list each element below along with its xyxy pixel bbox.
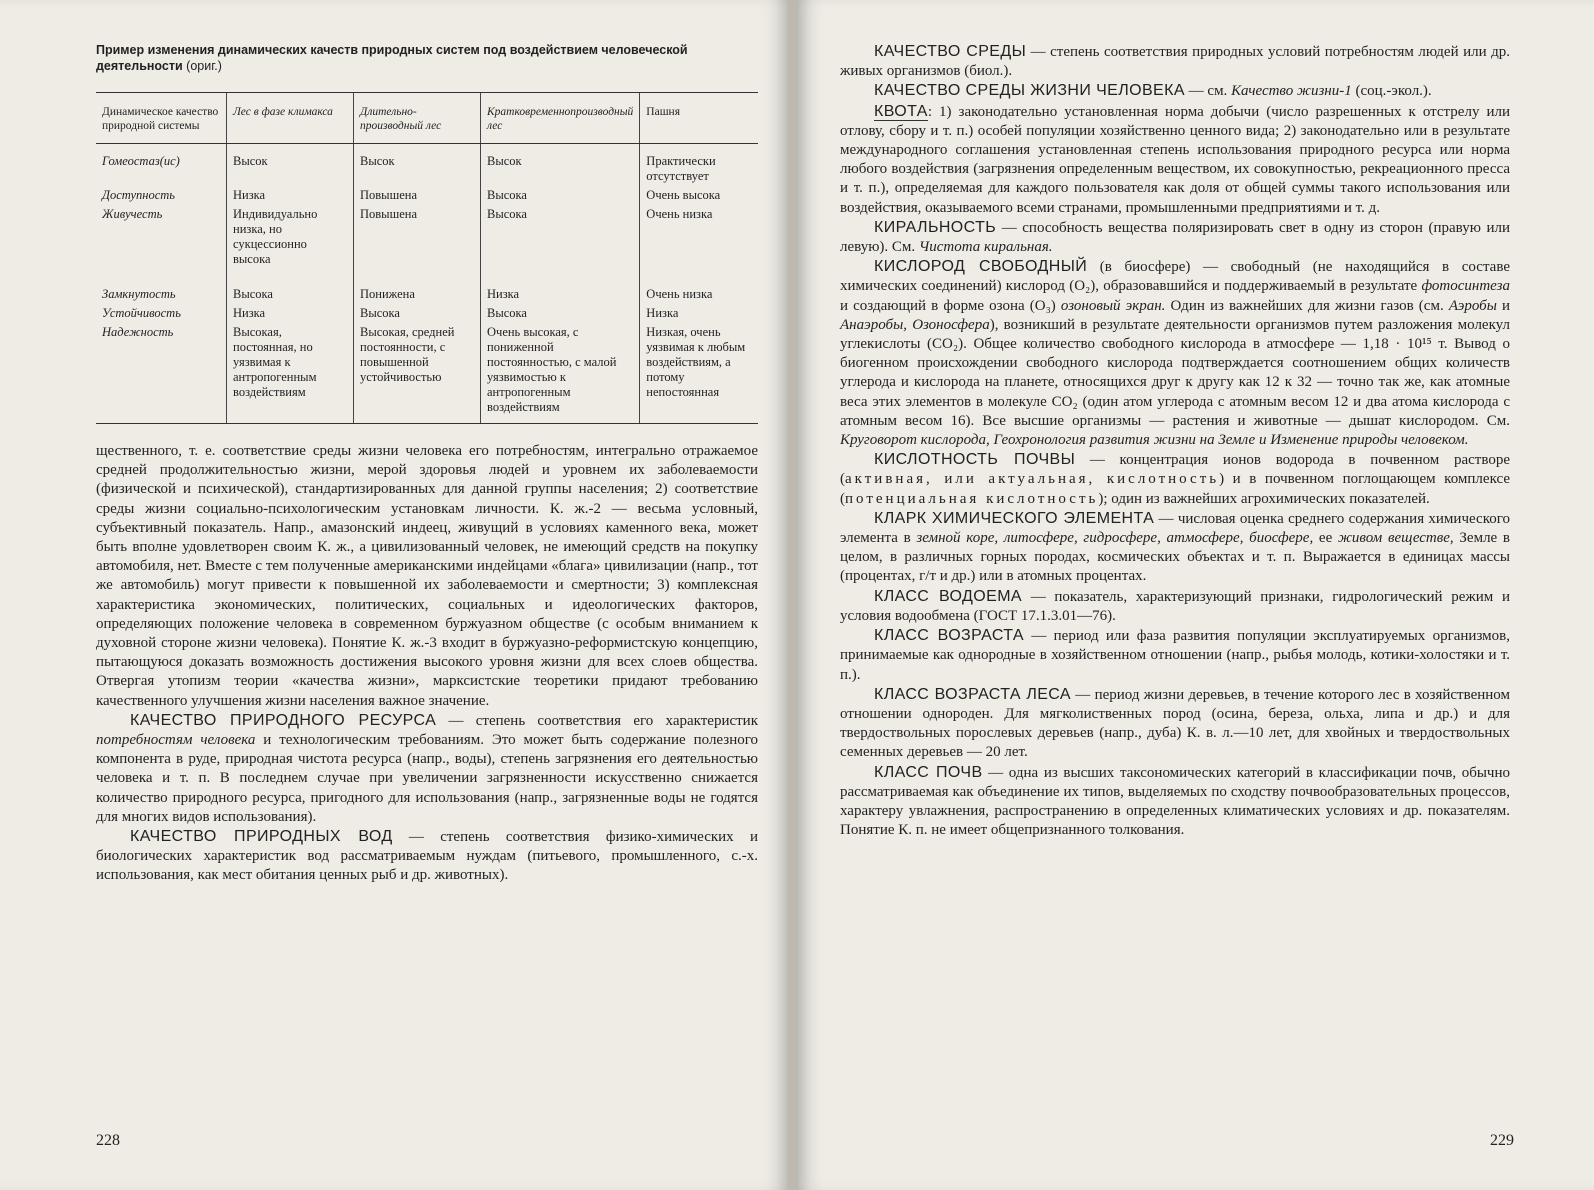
entry-text: ); один из важнейших агрохимических показателей.: [1098, 490, 1430, 507]
dynamics-table: [96, 92, 758, 424]
table-cell: Очень высока: [640, 186, 758, 205]
entry-chirality: [840, 218, 1510, 257]
cross-reference: Чистота киральная.: [918, 239, 1053, 256]
page-number: 229: [1490, 1132, 1514, 1149]
table-cell: Очень низка: [640, 269, 758, 304]
entry-environment-quality: [840, 42, 1510, 81]
table-cell: Высок: [227, 144, 354, 187]
entry-text: ), возникший в результате деятельности организмов путем разложения молекул углекислоты (CO₂). Общее количество свободного кислорода в атмосфере — 1,18 · 10¹⁵ т. Вывод о биогенном происхождении свободного кислорода подтверждается соотношением общих количеств углерода и кислорода на планете, относящихся друг к другу как 12 к 32 — точно так же, как атомные веса этих элементов в молекуле CO₂ (один атом углерода с атомным весом 12 и два атома кислорода с атомным весом 16). Все высшие организмы — растения и животные — дышат кислородом. См.: [840, 316, 1510, 429]
table-caption-title: Пример изменения динамических качеств природных систем под воздействием человеческой деятельности: [96, 43, 688, 73]
table-cell: Замкнутость: [102, 287, 176, 301]
entry-forest-age-class: [840, 685, 1510, 763]
page-number: 228: [96, 1132, 120, 1149]
table-row: [96, 205, 758, 269]
entry-text: ) и в почвенном поглощающем комплексе (: [840, 471, 1510, 507]
table-cell: Высока: [227, 269, 354, 304]
table-row: [96, 186, 758, 205]
entry-natural-water-quality: [96, 827, 758, 886]
table-cell: Очень высокая, с пониженной постоянностью, с малой уязвимостью к антропогенным воздействиям: [481, 323, 640, 424]
entry-text: — период или фаза развития популяции эксплуатируемых организмов, принимаемые как однородные в хозяйственном отношении (напр., рыбья молодь, котики-холостяки и т. п.).: [840, 628, 1510, 683]
table-header: Лес в фазе климакса: [227, 93, 354, 144]
entry-text: — степень соответствия природных условий потребностям людей или др. живых организмов (биол.).: [840, 44, 1510, 80]
table-cell: Устойчивость: [102, 306, 181, 320]
entry-soil-acidity: [840, 450, 1510, 509]
entry-term: КАЧЕСТВО ПРИРОДНЫХ ВОД: [130, 828, 393, 846]
cross-reference: Качество жизни-1: [1231, 83, 1352, 100]
cross-reference: потребностям человека: [96, 732, 256, 749]
table-cell: Понижена: [354, 269, 481, 304]
table-cell: Индивидуально низка, но сукцессионно высока: [227, 205, 354, 269]
entry-natural-resource-quality: [96, 711, 758, 827]
spaced-term: потенциальная кислотность: [845, 490, 1099, 507]
table-caption: [96, 42, 758, 74]
entry-text: — степень соответствия физико-химических и биологических характеристик вод рассматриваемым нуждам (питьевого, промышленного, с.-х. использования, как мест обитания ценных рыб и др. животных).: [96, 829, 758, 884]
table-cell: Надежность: [96, 323, 227, 424]
table-cell: Гомеостаз(ис): [102, 154, 180, 168]
table-cell: Повышена: [354, 186, 481, 205]
entry-clarke: [840, 509, 1510, 587]
entry-text: и: [1496, 297, 1511, 314]
table-cell: Практически отсутствует: [640, 144, 758, 187]
table-cell: Низкая, очень уязвимая к любым воздействиям, а потому непостоянная: [640, 323, 758, 424]
entry-term: КЛАСС ВОДОЕМА: [874, 587, 1023, 605]
entry-text: (соц.-экол.).: [1351, 83, 1432, 100]
entry-text: и создающий в форме озона (O₃): [840, 297, 1061, 314]
table-cell: Высока: [354, 304, 481, 323]
entry-text: : 1) законодательно установленная норма добычи (число разрешенных к отстрелу или отлову, сбору и т. п.) особей популяции хозяйственно ценного вида; 2) законодательно или в результате международного соглашения установленная степень использования природного ресурса или норма любого воздействия (загрязнения определенным веществом, их совокупностью, рекреационного пресса и т. п.), определяемая для каждого пользователя как доля от общей суммы такого использования или воздействия, оказываемого всеми странами, промышленными предприятиями и т. д.: [840, 103, 1510, 216]
table-cell: Высока: [481, 186, 640, 205]
entry-text: — показатель, характеризующий признаки, гидрологический режим и условия водообмена (ГОСТ 17.1.3.01—76).: [840, 588, 1510, 624]
table-cell: Живучесть: [102, 207, 163, 221]
entry-term: КИРАЛЬНОСТЬ: [874, 218, 997, 236]
cross-reference: Аэробы: [1448, 297, 1497, 314]
entry-term: КАЧЕСТВО СРЕДЫ ЖИЗНИ ЧЕЛОВЕКА: [874, 82, 1185, 100]
entry-term: КЛАСС ПОЧВ: [874, 763, 983, 781]
table-header: Кратковременнопроизводный лес: [481, 93, 640, 144]
cross-reference: Круговорот кислорода, Геохронология развития жизни на Земле и Изменение природы человеком.: [840, 432, 1469, 449]
entry-text: — период жизни деревьев, в течение которого лес в хозяйственном отношении однороден. Для мягколиственных пород (осина, береза, ольха, липа и др.) и для твердоствольных порослевых деревьев (напр., дуба) К. в. л.—10 лет, для хвойных и твердоствольных семенных деревьев — 20 лет.: [840, 686, 1510, 761]
table-cell: Высок: [481, 144, 640, 187]
entry-human-environment-quality: [840, 81, 1510, 101]
table-caption-note: (ориг.): [186, 59, 222, 73]
table-cell: Высокая, постоянная, но уязвимая к антропогенным воздействиям: [227, 323, 354, 424]
entry-text: Земле в целом, в различных горных породах, космических объектах и т. п. Выражается в единицах массы (процентах, г/т и др.) или в атомных процентах.: [840, 530, 1510, 585]
table-cell: Очень низка: [640, 205, 758, 269]
entry-text: ее: [1313, 530, 1338, 547]
table-header: Длительно-производный лес: [354, 93, 481, 144]
table-row: [96, 144, 758, 187]
table-cell: Низка: [227, 186, 354, 205]
entry-text: (в биосфере) — свободный (не находящийся в составе химических соединений) кислород (O₂), образовавшийся и поддерживаемый в результате: [840, 259, 1510, 295]
entry-term: КАЧЕСТВО ПРИРОДНОГО РЕСУРСА: [130, 711, 437, 729]
right-body-text: [840, 42, 1510, 840]
entry-free-oxygen: [840, 257, 1510, 450]
table-cell: Высокая, средней постоянности, с повышенной устойчивостью: [354, 323, 481, 424]
paragraph-continuation: щественного, т. е. соответствие среды жизни человека его потребностям, интегрально отражаемое средней продолжительностью жизни, мерой здоровья людей и уровнем их заболеваемости (физической и психической), стандартизированных для данной группы населения; 2) соответствие среды жизни социально-психологическим установкам личности. К. ж.-2 — весьма условный, субъективный показатель. Напр., амазонский индеец, живущий в условиях каменного века, может быть вполне удовлетворен своим К. ж., а цивилизованный человек, не имеющий средств на покупку автомобиля, нет. Вместе с тем полученные американскими индейцами «блага» цивилизации (напр., тот же автомобиль) могут привести к повышенной их заболеваемости и смертности; 3) комплексная характеристика экономических, политических, социальных и идеологических факторов, определяющих положение человека в современном буржуазном обществе (с особым вниманием к духовной стороне жизни человека). Понятие К. ж.-3 входит в буржуазно-реформистскую концепцию, пытающуюся доказать возможность достижения высокого уровня жизни для всех слоев общества. Отвергая утопизм теории «качества жизни», марксистские теоретики придают требованию качественного улучшения жизни населения важное значение.: [96, 443, 758, 709]
entry-text: Один из важнейших для жизни газов (см.: [1165, 297, 1449, 314]
entry-term: КЛАСС ВОЗРАСТА: [874, 627, 1024, 645]
entry-text: — степень соответствия его характеристик: [436, 712, 758, 729]
table-cell: Доступность: [102, 188, 175, 202]
entry-text: и технологическим требованиям. Это может быть содержание полезного компонента в руде, природная чистота ресурса (напр., воды), степень загрязнения его деятельностью человека и т. п. В последнем случае при увеличении загрязненности искусственно снижается количество природного ресурса, пригодного для использования (напр., загрязненные воды не годятся для многих видов использования).: [96, 732, 758, 825]
table-cell: Низка: [640, 304, 758, 323]
entry-text: — см.: [1184, 83, 1232, 100]
entry-term: КВОТА: [874, 102, 928, 120]
table-cell: Низка: [227, 304, 354, 323]
cross-reference: Анаэробы, Озоносфера: [840, 316, 990, 333]
table-cell: Высока: [481, 205, 640, 269]
spaced-term: активная, или актуальная, кислотность: [845, 471, 1220, 488]
table-header: Пашня: [640, 93, 758, 144]
entry-text: — одна из высших таксономических категорий в классификации почв, обычно рассматриваемая как объединение их типов, выделяемых по сходству почвообразовательных процессов, характеру увлажнения, распространению в определенных климатических условиях и др. показателям. Понятие К. п. не имеет общепризнанного толкования.: [840, 764, 1510, 839]
table-header: Динамическое качество природной системы: [96, 93, 227, 144]
left-body-text: [96, 442, 758, 886]
entry-text: — концентрация ионов водорода в почвенном растворе (: [840, 452, 1511, 488]
table-row: [96, 269, 758, 304]
table-cell: Низка: [481, 269, 640, 304]
entry-text: — способность вещества поляризировать свет в одну из сторон (правую или левую). См.: [840, 219, 1510, 256]
cross-reference: озоновый экран.: [1060, 297, 1166, 314]
entry-text: — числовая оценка среднего содержания химического элемента в: [840, 510, 1510, 547]
entry-term: КИСЛОРОД СВОБОДНЫЙ: [874, 258, 1088, 276]
entry-age-class: [840, 626, 1510, 685]
entry-term: КИСЛОТНОСТЬ ПОЧВЫ: [874, 451, 1076, 469]
cross-reference: фотосинтеза: [1421, 278, 1510, 295]
right-page: [796, 0, 1594, 1190]
table-cell: Высок: [354, 144, 481, 187]
entry-term: КЛАСС ВОЗРАСТА ЛЕСА: [874, 685, 1071, 703]
table-row: [96, 323, 758, 424]
table-header-row: [96, 93, 758, 144]
table-row: [96, 304, 758, 323]
entry-water-body-class: [840, 587, 1510, 626]
entry-term: КЛАРК ХИМИЧЕСКОГО ЭЛЕМЕНТА: [874, 509, 1155, 527]
cross-reference: земной коре, литосфере, гидросфере, атмосфере, биосфере,: [916, 530, 1314, 547]
left-page: [0, 0, 790, 1190]
table-cell: Повышена: [354, 205, 481, 269]
cross-reference: живом веществе,: [1337, 530, 1454, 547]
entry-term: КАЧЕСТВО СРЕДЫ: [874, 43, 1027, 60]
entry-soil-class: [840, 763, 1510, 841]
entry-quota: [840, 102, 1510, 218]
table-cell: Высока: [481, 304, 640, 323]
